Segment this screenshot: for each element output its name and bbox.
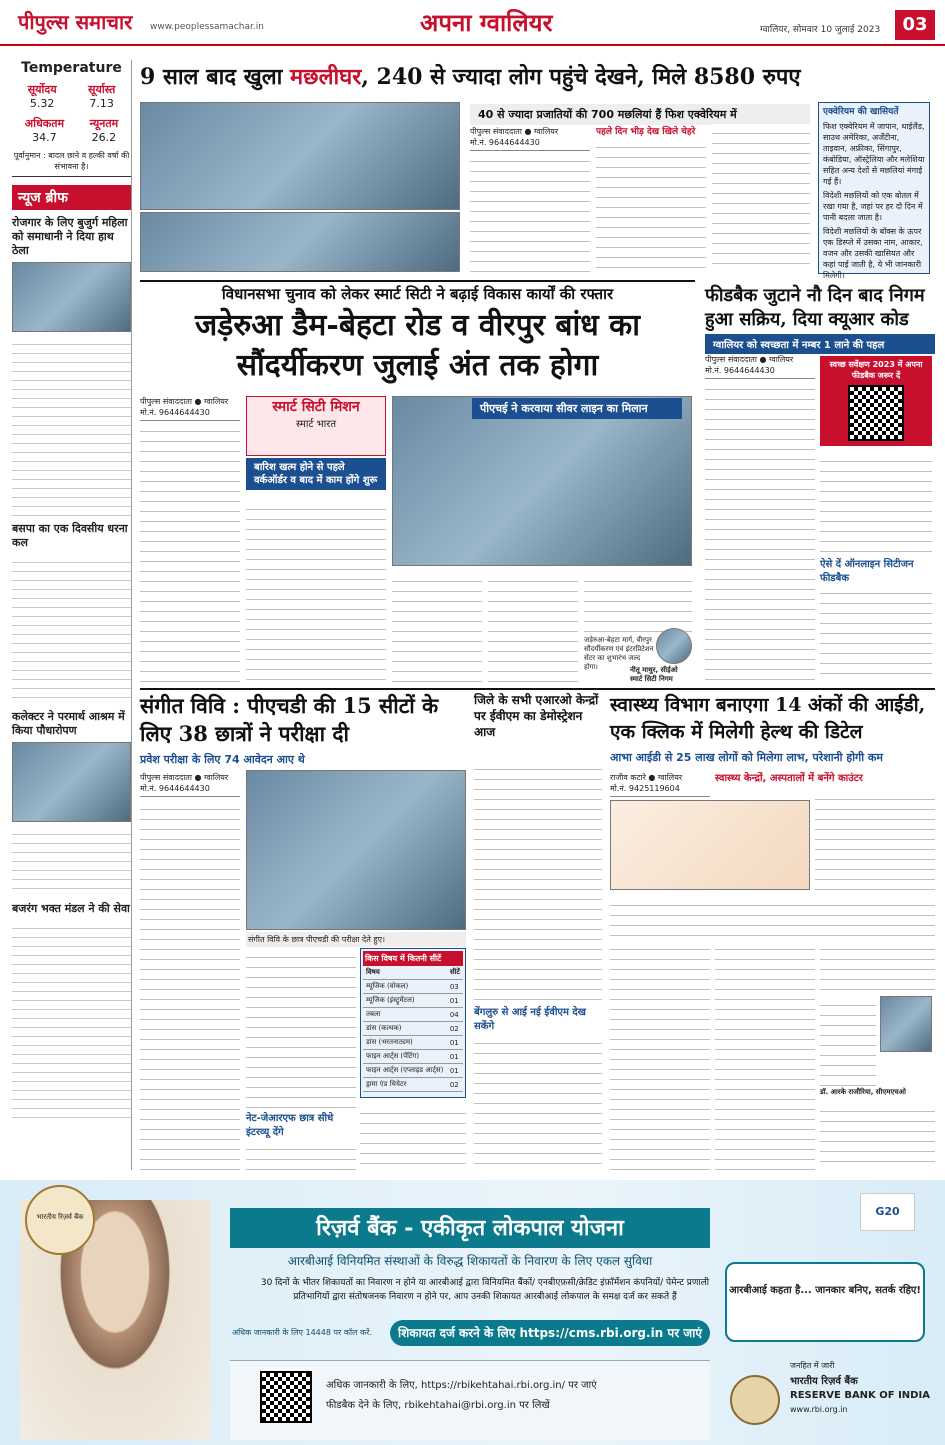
ad-footer [230,1360,710,1440]
story2-text [140,422,240,682]
seats-table-box [360,948,466,1098]
story1-text [470,152,590,272]
story6-subhead: आभा आईडी से 25 लाख लोगों को मिलेगा लाभ, परेशानी होगी कम [610,751,883,764]
qr-banner-text: स्वच्छ सर्वेक्षण 2023 में अपना फीडबैक जरूर दें [829,360,923,380]
story1-text [712,124,810,272]
story3-headline[interactable]: फीडबैक जुटाने नौ दिन बाद निगम हुआ सक्रिय, दिया क्यूआर कोड [705,285,925,330]
qr-banner [820,356,932,446]
story2-byline: पीपुल्स संवाददाता ● ग्वालियर मो.नं. 9644644430 [140,394,240,421]
story2-text [392,572,482,682]
table-row: म्यूजिक (वोकल) 03 [363,980,463,994]
brief-text [12,554,131,704]
story5-headline[interactable]: जिले के सभी एआरओ केन्द्रों पर ईवीएम का डेमोस्ट्रेशन आज [474,693,599,739]
max-label: अधिकतम [24,117,65,130]
table-row: तबला 04 [363,1008,463,1022]
left-column [12,60,132,1170]
ad-body: 30 दिनों के भीतर शिकायतों का निवारण न होने या आरबीआई द्वारा विनियमित बैंकों/ एनबीएफ़सी/क्रेडिट इंफ़ॉर्मेशन कंपनियों/ पेमेन्ट प्रणाली प्रतिभागियों द्वारा संतोषजनक निवारण न होने पर, आप उनकी शिकायत आरबीआई लोकपाल के समक्ष दर्ज कर सकते हैं [260,1278,710,1302]
smart-city-box [246,396,386,456]
story5-text [474,760,602,1000]
cmho-photo [880,996,932,1052]
ad-speech-bubble: आरबीआई कहता है... जानकार बनिए, सतर्क रहिए! [725,1262,925,1342]
feature-item: विदेशी मछलियों को एक बोतल में रखा गया है, जहां पर हर दो दिन में पानी बदला जाता है। [823,191,923,222]
qr-code-icon[interactable] [848,385,904,441]
story1-text [596,138,706,272]
story6-text [820,1102,935,1170]
table-row: डांस (कत्थक) 02 [363,1022,463,1036]
brief-text [12,336,131,516]
story4-headline[interactable]: संगीत विवि : पीएचडी की 15 सीटों के लिए 38 छात्रों ने परीक्षा दी [140,693,439,746]
exam-photo-caption: संगीत विवि के छात्र पीएचडी की परीक्षा देते हुए। [246,932,466,947]
story2-subhead: बारिश खत्म होने से पहले वर्कऑर्डर व बाद में काम होंगे शुरू [246,458,386,490]
g20-logo: G20 [860,1193,915,1231]
story4-subhead-2: नेट-जेआरएफ छात्र सीधे इंटरव्यू देंगे [246,1113,334,1138]
rbi-name: भारतीय रिज़र्व बैंक RESERVE BANK OF INDIA www.rbi.org.in [790,1376,930,1414]
dateline: ग्वालियर, सोमवार 10 जुलाई 2023 [760,25,881,35]
sewer-line-photo [392,396,692,566]
sunset-label: सूर्यास्त [88,83,116,96]
table-row: फाइन आर्ट्स (पेंटिंग) 01 [363,1050,463,1064]
ad-issuer-note: जनहित में जारी [790,1361,835,1370]
story6-text [715,940,815,1170]
ad-qr-icon[interactable] [260,1371,312,1423]
feature-item: विदेशी मछलियों के बॉक्स के ऊपर एक डिस्प्ले में उसका नाम, आकार, वजन और उसकी खासियत और कहां पाई जाती है, ये भी जानकारी मिलेगी। [823,227,923,280]
story2-headline[interactable]: जड़ेरुआ डैम-बेहटा रोड व वीरपुर बांध का सौंदर्यीकरण जुलाई अंत तक होगा [195,308,640,383]
section-title: अपना ग्वालियर [420,8,553,37]
story4-text [360,1104,466,1170]
sewer-photo-caption: पीएचई ने करवाया सीवर लाइन का मिलान [472,398,682,419]
news-brief-title: न्यूज ब्रीफ [12,185,131,210]
story6-text [815,790,935,890]
sun-times [12,82,131,110]
story4-text [246,948,356,1108]
feature-item: फिश एक्वेरियम में जापान, थाईलैंड, साउथ अमेरिका, अर्जेंटीना, ताइवान, अफ्रीका, सिंगापुर, कंबोडिया, ऑस्ट्रेलिया और मलेशिया सहित अन्य देशों से मछलियां मंगाई गई हैं। [823,122,925,186]
ad-feedback[interactable]: फीडबैक देने के लिए, rbikehtahai@rbi.org.in पर लिखें [326,1400,550,1411]
sunrise-value: 5.32 [29,97,55,110]
aquarium-features-box [818,102,930,280]
abha-card-image [610,800,810,890]
table-row: म्यूजिक (इंस्ट्रूमेंटल) 01 [363,994,463,1008]
temp-values [12,116,131,144]
story3-text [820,452,932,552]
ad-title: रिज़र्व बैंक - एकीकृत लोकपाल योजना [230,1208,710,1248]
min-label: न्यूनतम [89,117,119,130]
story1-strap: 40 से ज्यादा प्रजातियों की 700 मछलियां हैं फिश एक्वेरियम में [470,104,810,125]
rbi-logo: भारतीय रिज़र्व बैंक [25,1185,95,1255]
ad-more-info[interactable]: अधिक जानकारी के लिए, https://rbikehtahai.rbi.org.in/ पर जाएं [326,1380,597,1391]
story1-side-head: पहले दिन भीड़ देख खिले चेहरे [596,127,696,137]
story2-quote: जड़ेरुआ-बेहटा मार्ग, वीरपुर सौंदर्यीकरण एवं इंटरप्रिटेशन सेंटर का शुभारंभ जल्द होगा। [584,636,654,671]
story4-subhead: प्रवेश परीक्षा के लिए 74 आवेदन आए थे [140,753,305,766]
brief-text [12,826,131,896]
temperature-title: Temperature [21,60,122,76]
table-row: फाइन आर्ट्स (एप्लाइड आर्ट्स) 01 [363,1064,463,1078]
story6-byline: राजीव कटारे ● ग्वालियर मो.नं. 9425119604 [610,770,710,797]
story5-subhead: बेंगलुरु से आई नई ईवीएम देख सकेंगे [474,1007,586,1032]
story4-text [246,1140,356,1170]
story4-byline: पीपुल्स संवाददाता ● ग्वालियर मो.नं. 9644644430 [140,770,240,797]
story6-headline[interactable]: स्वास्थ्य विभाग बनाएगा 14 अंकों की आईडी, एक क्लिक में मिलेगी हेल्थ की डिटेल [610,694,926,743]
brief-headline[interactable]: बसपा का एक दिवसीय धरना कल [12,522,128,549]
brief-photo [12,742,131,822]
brief-headline[interactable]: रोजगार के लिए बुजुर्ग महिला को समाधानी ने दिया हाथ ठेला [12,216,128,257]
story1-headline[interactable]: 9 साल बाद खुला मछलीघर, 240 से ज्यादा लोग पहुंचे देखने, मिले 8580 रुपए [140,64,801,90]
story3-subhead: ग्वालियर को स्वच्छता में नम्बर 1 लाने की पहल [705,334,935,354]
story2-text [488,572,578,682]
max-value: 34.7 [32,131,57,144]
website-url[interactable]: www.peoplessamachar.in [150,22,264,32]
story3-text [705,380,815,680]
sunset-value: 7.13 [89,97,114,110]
ad-cta-link[interactable]: शिकायत दर्ज करने के लिए https://cms.rbi.org.in पर जाएं [390,1320,710,1346]
rbi-seal-icon [730,1375,780,1425]
story1-highlight: मछलीघर [290,64,362,90]
table-row: डांस (भरतनाट्यम) 01 [363,1036,463,1050]
story6-text [610,896,935,936]
ad-helpline: अधिक जानकारी के लिए 14448 पर कॉल करें. [232,1328,372,1337]
story6-text [820,996,876,1086]
smart-city-title: स्मार्ट सिटी मिशन [272,399,360,415]
story6-side-head: स्वास्थ्य केन्द्रों, अस्पतालों में बनेंगे काउंटर [715,773,863,784]
sunrise-label: सूर्योदय [27,83,57,96]
newspaper-logo[interactable]: पीपुल्स समाचार [18,10,133,34]
story5-text [474,1034,602,1170]
features-title: एक्वेरियम की खासियतें [823,107,899,117]
story3-byline: पीपुल्स संवाददाता ● ग्वालियर मो.नं. 9644644430 [705,352,815,379]
min-value: 26.2 [91,131,117,144]
forecast: पूर्वानुमान : बादल छाने व हल्की वर्षा की संभावना है। [12,150,131,177]
story3-subhead-2: ऐसे दें ऑनलाइन सिटीजन फीडबैक [820,559,914,584]
story4-text [140,800,240,1170]
story6-text [820,940,935,990]
aquarium-photo-2 [140,212,460,272]
seats-table: विषय सीटें म्यूजिक (वोकल) 03 म्यूजिक (इंस्ट्रूमेंटल) 01 तबला 04 डांस (कत्थक) 02 डांस (भरतनाट्यम) 01 फाइन आर्ट्स (पेंटिंग) 01 फाइन आर्ट्स (एप्लाइड आर्ट्स) 01 ड्रामा एंड थियेटर 02 [363,966,463,1092]
story6-text [610,940,710,1170]
brief-photo [12,262,131,332]
cmho-name: डॉ. आरके राजौरिया, सीएमएचओ [820,1088,906,1096]
story2-kicker: विधानसभा चुनाव को लेकर स्मार्ट सिटी ने बढ़ाई विकास कार्यों की रफ्तार [221,285,614,303]
page-number: 03 [895,10,935,40]
exam-photo [246,770,466,930]
smart-city-sub: स्मार्ट भारत [295,419,337,430]
brief-text [12,920,131,1120]
story2-text [584,572,692,632]
brief-headline[interactable]: कलेक्टर ने परमार्थ आश्रम में किया पौधारोपण [12,710,125,737]
story2-text [246,500,386,682]
ad-subtitle: आरबीआई विनियमित संस्थाओं के विरुद्ध शिकायतों के निवारण के लिए एकल सुविधा [287,1254,653,1268]
table-row: ड्रामा एंड थियेटर 02 [363,1078,463,1092]
brief-headline[interactable]: बजरंग भक्त मंडल ने की सेवा [12,902,130,915]
story3-text [820,584,932,680]
story1-byline: पीपुल्स संवाददाता ● ग्वालियर मो.नं. 9644644430 [470,124,590,151]
ceo-photo [656,628,692,664]
ceo-name: नीतू माथुर, सीईओ स्मार्ट सिटी निगम [630,666,678,683]
seats-table-title: किस विषय में कितनी सीटें [363,951,463,966]
aquarium-photo [140,102,460,210]
